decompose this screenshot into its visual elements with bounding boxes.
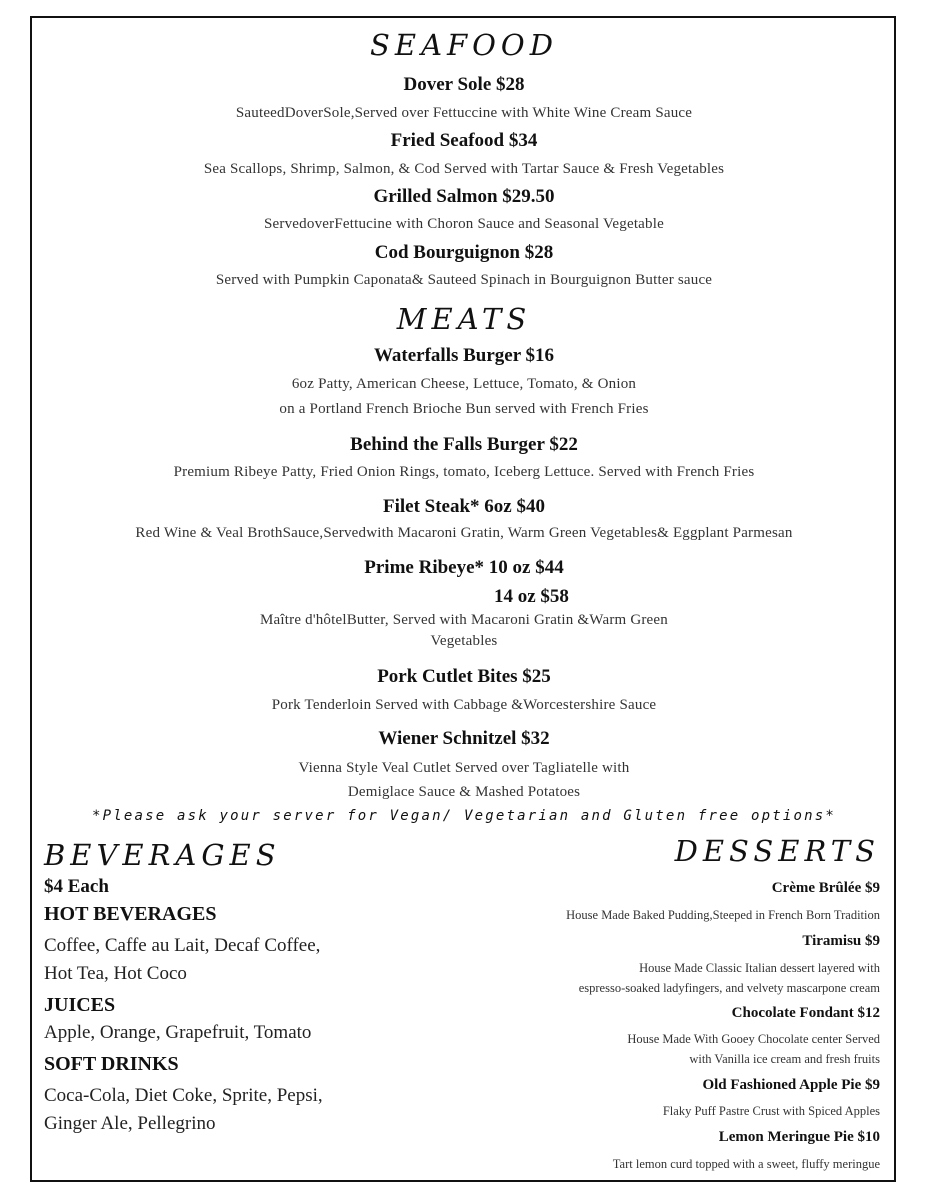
menu-item-description: Sea Scallops, Shrimp, Salmon, & Cod Served with Tartar Sauce & Fresh Vegetables <box>203 161 725 177</box>
menu-item-description: Served with Pumpkin Caponata& Sauteed Spinach in Bourguignon Butter sauce <box>215 272 713 288</box>
menu-item-name: Filet Steak* 6oz $40 <box>382 496 545 517</box>
dessert-description: espresso-soaked ladyfingers, and velvety mascarpone cream <box>578 981 880 995</box>
menu-item-name: Pork Cutlet Bites $25 <box>377 666 551 687</box>
dietary-note: *Please ask your server for Vegan/ Vegetarian and Gluten free options* <box>91 808 836 824</box>
hot-beverages-list: Hot Tea, Hot Coco <box>44 963 187 984</box>
juices-heading: JUICES <box>44 994 116 1016</box>
menu-item-name: Fried Seafood $34 <box>390 130 538 151</box>
juices-list: Apple, Orange, Grapefruit, Tomato <box>44 1022 312 1043</box>
menu-item-description: Vegetables <box>430 633 498 649</box>
menu-item-description: 6oz Patty, American Cheese, Lettuce, Tomato, & Onion <box>291 376 637 392</box>
menu-item-name: Waterfalls Burger $16 <box>373 345 555 366</box>
soft-drinks-list: Coca-Cola, Diet Coke, Sprite, Pepsi, <box>44 1085 323 1106</box>
hot-beverages-list: Coffee, Caffe au Lait, Decaf Coffee, <box>44 935 321 956</box>
soft-drinks-heading: SOFT DRINKS <box>44 1053 179 1075</box>
seafood-heading: SEAFOOD <box>370 28 558 62</box>
dessert-description: House Made Classic Italian dessert layered with <box>639 961 880 975</box>
dessert-name: Lemon Meringue Pie $10 <box>718 1129 880 1145</box>
menu-item-name: Grilled Salmon $29.50 <box>373 186 555 207</box>
dessert-name: Tiramisu $9 <box>802 933 880 949</box>
menu-item-name: Dover Sole $28 <box>403 74 525 95</box>
menu-item-description: Vienna Style Veal Cutlet Served over Tagliatelle with <box>298 760 630 776</box>
dessert-description: with Vanilla ice cream and fresh fruits <box>689 1052 880 1066</box>
menu-item-description: ServedoverFettucine with Choron Sauce and Seasonal Vegetable <box>264 216 664 232</box>
meats-heading: MEATS <box>396 302 532 336</box>
menu-item-description: SauteedDoverSole,Served over Fettuccine with White Wine Cream Sauce <box>235 105 693 121</box>
menu-item-description: on a Portland French Brioche Bun served with French Fries <box>279 401 649 417</box>
hot-beverages-heading: HOT BEVERAGES <box>44 903 217 925</box>
menu-item-description: Red Wine & Veal BrothSauce,Servedwith Macaroni Gratin, Warm Green Vegetables& Eggplant Parmesan <box>135 525 793 541</box>
dessert-description: Tart lemon curd topped with a sweet, fluffy meringue <box>612 1157 880 1171</box>
dessert-description: Flaky Puff Pastre Crust with Spiced Apples <box>662 1104 880 1118</box>
menu-item-name: Wiener Schnitzel $32 <box>378 728 550 749</box>
menu-item-name: Behind the Falls Burger $22 <box>350 434 578 455</box>
dessert-description: House Made Baked Pudding,Steeped in French Born Tradition <box>566 908 880 922</box>
dessert-name: Chocolate Fondant $12 <box>731 1005 880 1021</box>
menu-item-description: Pork Tenderloin Served with Cabbage &Worcestershire Sauce <box>271 697 657 713</box>
menu-item-price: 14 oz $58 <box>494 586 569 607</box>
dessert-name: Old Fashioned Apple Pie $9 <box>702 1077 880 1093</box>
beverages-heading: BEVERAGES <box>44 838 281 872</box>
menu-item-description: Demiglace Sauce & Mashed Potatoes <box>347 784 581 800</box>
menu-item-description: Premium Ribeye Patty, Fried Onion Rings, tomato, Iceberg Lettuce. Served with French Fries <box>173 464 755 480</box>
desserts-heading: DESSERTS <box>674 834 880 868</box>
menu-item-name: Prime Ribeye* 10 oz $44 <box>364 557 564 578</box>
menu-item-description: Maître d'hôtelButter, Served with Macaroni Gratin &Warm Green <box>260 612 668 628</box>
soft-drinks-list: Ginger Ale, Pellegrino <box>44 1113 216 1134</box>
dessert-description: House Made With Gooey Chocolate center Served <box>627 1032 880 1046</box>
menu-item-name: Cod Bourguignon $28 <box>374 242 554 263</box>
beverages-price: $4 Each <box>44 876 109 897</box>
dessert-name: Crème Brûlée $9 <box>771 880 880 896</box>
